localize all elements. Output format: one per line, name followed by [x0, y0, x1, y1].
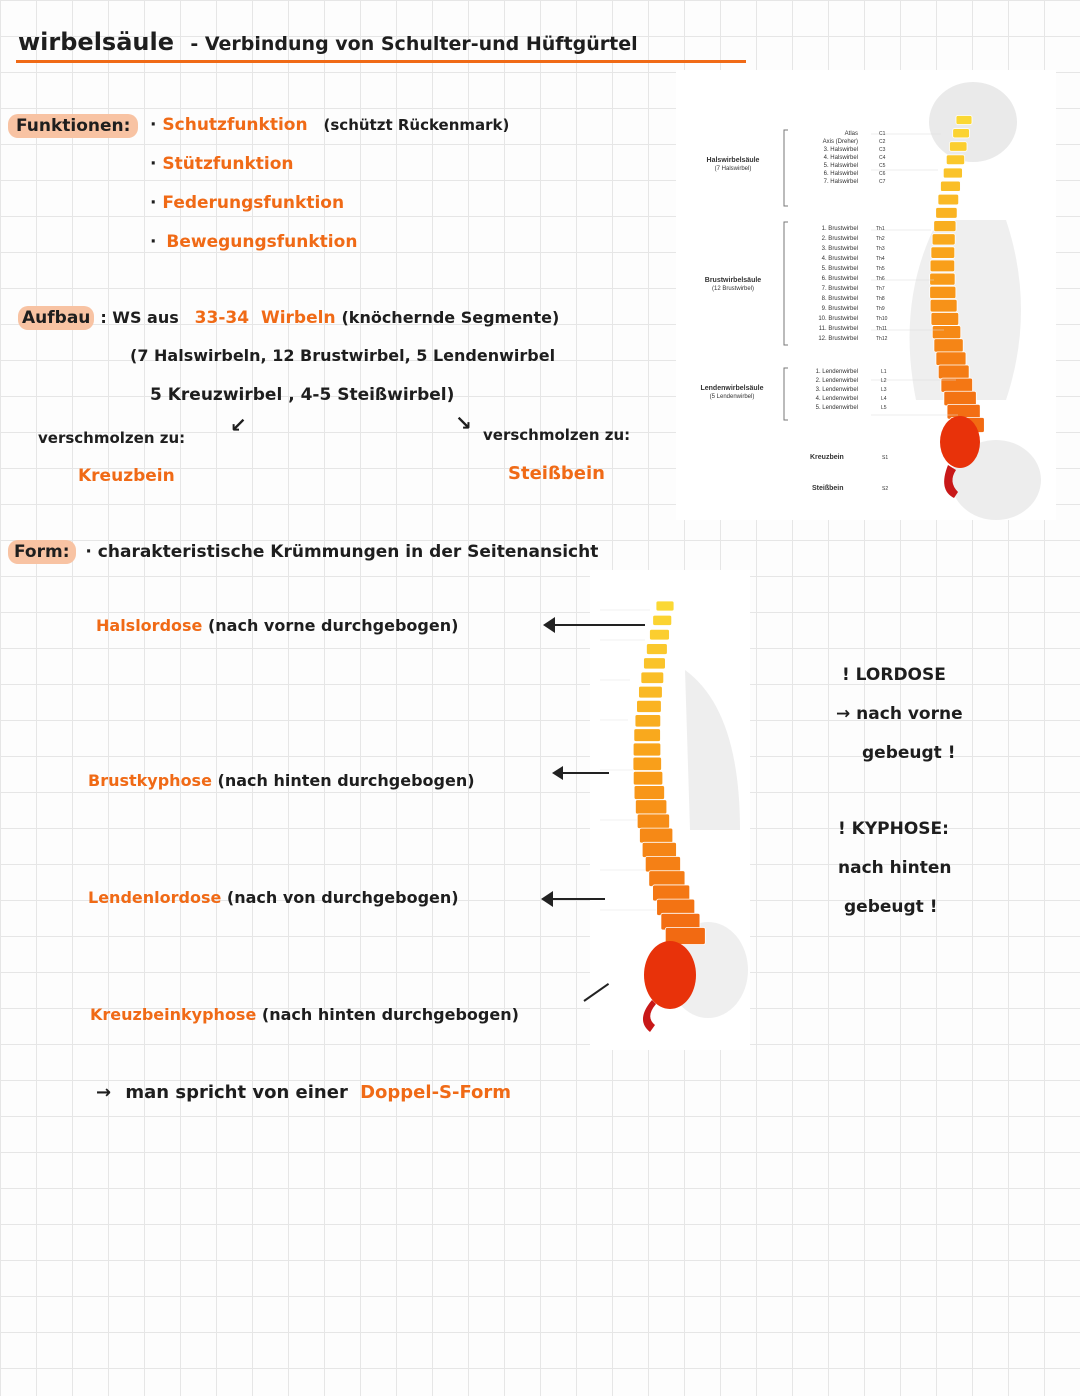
vertebra [649, 871, 685, 887]
vertebra-label: 10. Brustwirbel [818, 316, 858, 322]
vertebra-code: Th8 [876, 296, 885, 302]
vertebra-label: 5. Lendenwirbel [815, 405, 858, 411]
vertebra [930, 260, 955, 272]
funktionen-label: Funktionen: [8, 114, 138, 138]
title-underline [16, 60, 746, 63]
vertebra [653, 885, 690, 901]
aufbau-line-1: Aufbau : WS aus 33-34 Wirbeln (knöchernde Segmente) [18, 308, 559, 328]
vertebra-code: Th10 [876, 316, 888, 322]
kyphose-note: ! KYPHOSE: nach hinten gebeugt ! [838, 819, 952, 917]
vertebra [656, 601, 674, 611]
vertebra [936, 207, 957, 218]
vertebra [646, 644, 667, 655]
form-term: Halslordose [96, 616, 203, 635]
vertebra [938, 194, 959, 205]
form-text: · charakteristische Krümmungen in der Seitenansicht [85, 542, 599, 562]
steissbein-label: Steißbein [812, 485, 844, 492]
vertebra [635, 800, 666, 814]
funktion-term: Stützfunktion [162, 154, 294, 174]
vertebra [934, 221, 956, 232]
vertebra-code: Th11 [876, 326, 888, 332]
vertebra [931, 247, 955, 259]
vertebra-label: 3. Brustwirbel [821, 246, 858, 252]
form-desc: (nach von durchgebogen) [226, 888, 459, 907]
vertebra-label: 3. Halswirbel [823, 147, 858, 153]
vertebra-code: C3 [879, 147, 886, 153]
vertebra [650, 629, 670, 640]
vertebra-label: 2. Lendenwirbel [815, 378, 858, 384]
vertebra [938, 365, 969, 379]
vertebra-code: C2 [879, 139, 886, 145]
aufbau-line-2: (7 Halswirbeln, 12 Brustwirbel, 5 Lendenwirbel [130, 346, 556, 365]
form-label: Form: [8, 540, 76, 564]
vertebra-code: Th12 [876, 336, 888, 342]
vertebra-code: Th3 [876, 246, 885, 252]
vertebra-label: 2. Brustwirbel [821, 236, 858, 242]
arrow-head [541, 891, 553, 907]
sacrum [940, 416, 980, 468]
vertebra-code: C5 [879, 163, 886, 169]
form-desc: (nach vorne durchgebogen) [207, 616, 459, 635]
vertebra-label: 5. Brustwirbel [821, 266, 858, 272]
coccyx [643, 1000, 656, 1032]
verschmolzen-left: verschmolzen zu: [38, 429, 186, 447]
vertebra-label: 5. Halswirbel [823, 163, 858, 169]
lordose-note: ! LORDOSE → nach vorne gebeugt ! [836, 665, 963, 763]
vertebra-label: 9. Brustwirbel [821, 306, 858, 312]
hals-codes [879, 130, 899, 186]
vertebra [956, 116, 972, 125]
vertebra [641, 672, 664, 684]
funktion-item-1: · Schutzfunktion (schützt Rückenmark) [150, 115, 510, 135]
form-item-kreuzbeinkyphose [90, 1005, 519, 1024]
vertebra [633, 771, 662, 785]
right-arrow: ↘ [455, 411, 472, 435]
vertebra-label: 6. Halswirbel [823, 171, 858, 177]
vertebra [645, 857, 680, 872]
vertebra [639, 686, 663, 698]
vertebra [637, 814, 669, 829]
vertebra-code: L5 [881, 405, 887, 411]
spine-side-svg [590, 570, 750, 1050]
funktion-term: Federungsfunktion [162, 193, 345, 213]
spine-diagram-svg [676, 70, 1056, 520]
title-sub: - Verbindung von Schulter-und Hüftgürtel [190, 33, 638, 55]
vertebra [941, 181, 961, 191]
funktion-term: Bewegungsfunktion [166, 232, 358, 252]
kreuzbein-code: S1 [882, 455, 889, 461]
arrow-lendenlordose [545, 898, 605, 900]
vertebra-label: 4. Halswirbel [823, 155, 858, 161]
vertebra [932, 234, 955, 245]
vertebra [653, 615, 672, 625]
page-title [18, 28, 638, 56]
vertebra [949, 142, 967, 152]
group-lenden: Lendenwirbelsäule (5 Lendenwirbel) [700, 385, 764, 400]
vertebra [946, 155, 964, 165]
aufbau-line-3: 5 Kreuzwirbel , 4-5 Steißwirbel) [150, 385, 455, 405]
vertebra [634, 786, 664, 800]
lenden-list [794, 368, 858, 413]
form-term: Kreuzbeinkyphose [90, 1005, 257, 1024]
vertebra-code: C7 [879, 179, 886, 185]
vertebra-code: Th9 [876, 306, 885, 312]
vertebra-label: 11. Brustwirbel [818, 326, 858, 332]
vertebra [943, 168, 962, 178]
vertebra-label: 7. Brustwirbel [821, 286, 858, 292]
brust-codes [876, 224, 900, 344]
verschmolzen-right: verschmolzen zu: [483, 426, 631, 444]
vertebra-code: Th6 [876, 276, 885, 282]
vertebra-code: Th4 [876, 256, 885, 262]
vertebra-label: 6. Brustwirbel [821, 276, 858, 282]
funktion-note: (schützt Rückenmark) [323, 116, 510, 134]
left-arrow: ↙ [230, 413, 247, 437]
vertebra [639, 828, 672, 843]
spine-labeled-diagram [676, 70, 1056, 520]
vertebra-code: Th5 [876, 266, 885, 272]
spine-side-view [590, 570, 750, 1050]
vertebra-label: Axis (Dreher) [822, 139, 858, 145]
vertebra [930, 286, 956, 298]
kreuzbein-result: Kreuzbein [78, 466, 175, 486]
form-item-lendenlordose [88, 888, 459, 907]
form-desc: (nach hinten durchgebogen) [261, 1005, 519, 1024]
group-hals: Halswirbelsäule (7 Halswirbel) [706, 157, 760, 172]
vertebra [932, 326, 961, 339]
hals-list [794, 130, 858, 186]
steissbein-result: Steißbein [508, 463, 605, 484]
steissbein-code: S2 [882, 486, 889, 492]
vertebra [936, 352, 966, 366]
vertebra [634, 729, 661, 742]
vertebra-label: Atlas [844, 131, 858, 137]
vertebra [633, 743, 661, 756]
form-item-halslordose [96, 616, 458, 635]
title-main: wirbelsäule [18, 28, 174, 56]
vertebra-code: C6 [879, 171, 886, 177]
vertebra [944, 391, 976, 405]
brust-list [794, 224, 858, 344]
vertebra [931, 312, 959, 325]
vertebra [930, 299, 957, 312]
vertebra [642, 842, 676, 857]
vertebra [633, 757, 662, 770]
vertebra [934, 339, 963, 352]
vertebra-code: Th7 [876, 286, 885, 292]
group-brust: Brustwirbelsäule (12 Brustwirbel) [704, 277, 762, 292]
vertebra-code: L3 [881, 387, 887, 393]
conclusion: → man spricht von einer Doppel-S-Form [96, 1082, 512, 1103]
vertebra [635, 715, 661, 727]
arrow-halslordose [545, 624, 645, 626]
vertebra-label: 1. Lendenwirbel [815, 369, 858, 375]
lenden-codes [881, 368, 901, 413]
sacrum [644, 941, 696, 1009]
vertebra [637, 700, 662, 712]
form-line [8, 542, 598, 562]
vertebra-code: C4 [879, 155, 886, 161]
vertebra-code: L1 [881, 369, 887, 375]
vertebra-label: 4. Brustwirbel [821, 256, 858, 262]
funktion-item-3: · Federungsfunktion [150, 193, 345, 213]
vertebra-code: Th2 [876, 236, 885, 242]
vertebra-label: 7. Halswirbel [823, 179, 858, 185]
form-item-brustkyphose [88, 771, 475, 790]
arrow-head [543, 617, 555, 633]
vertebra-label: 3. Lendenwirbel [815, 387, 858, 393]
vertebra-label: 12. Brustwirbel [818, 336, 858, 342]
vertebra-label: 8. Brustwirbel [821, 296, 858, 302]
vertebra-label: 1. Brustwirbel [821, 226, 858, 232]
arrow-brustkyphose [555, 772, 609, 774]
arrow-head [552, 766, 563, 780]
vertebra-code: C1 [879, 131, 886, 137]
vertebra-label: 4. Lendenwirbel [815, 396, 858, 402]
vertebra [930, 273, 955, 285]
kreuzbein-label: Kreuzbein [810, 454, 844, 461]
vertebra [953, 129, 970, 138]
doppel-s-form: Doppel-S-Form [360, 1082, 512, 1103]
form-term: Brustkyphose [88, 771, 212, 790]
vertebra [644, 658, 666, 669]
vertebra-code: L2 [881, 378, 887, 384]
vertebra-code: Th1 [876, 226, 885, 232]
funktion-item-2: · Stützfunktion [150, 154, 294, 174]
form-desc: (nach hinten durchgebogen) [217, 771, 475, 790]
funktion-term: Schutzfunktion [162, 115, 308, 135]
form-term: Lendenlordose [88, 888, 222, 907]
funktion-item-4: · Bewegungsfunktion [150, 232, 358, 252]
vertebra-code: L4 [881, 396, 887, 402]
aufbau-label: Aufbau [18, 306, 94, 330]
